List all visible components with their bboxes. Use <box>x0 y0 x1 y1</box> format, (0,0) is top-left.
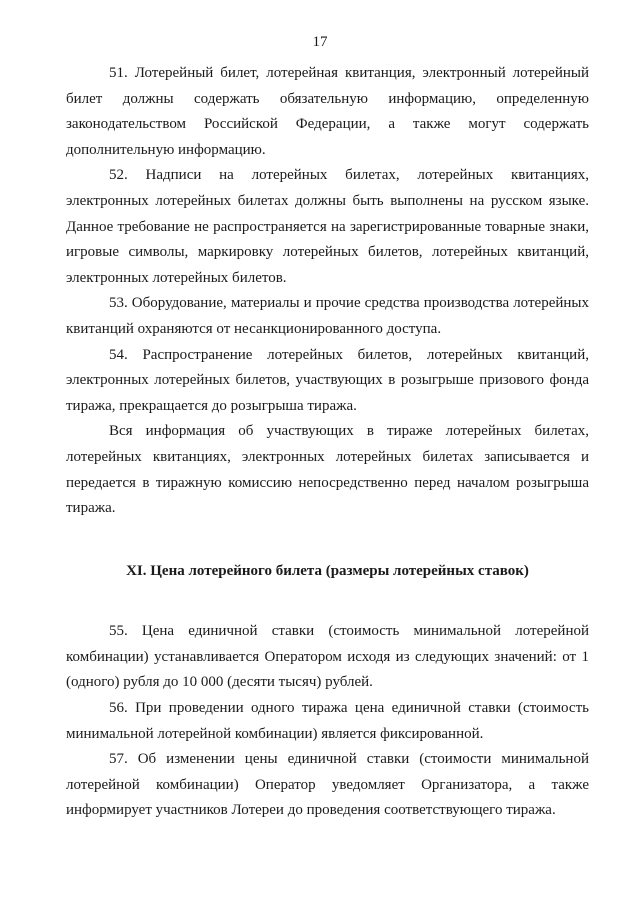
paragraph-56: 56. При проведении одного тиража цена единичной ставки (стоимость минимальной лотерейной комбинации) является фиксированной. <box>66 700 589 742</box>
paragraph-52: 52. Надписи на лотерейных билетах, лотерейных квитанциях, электронных лотерейных билетах должны быть выполнены на русском языке. Данное требование не распространяется на зарегистрированные товарные знаки, игровые символы, маркировку лотерейных билетов, лотерейных квитанций, электронных лотерейных билетов. <box>66 167 589 286</box>
paragraph-55: 55. Цена единичной ставки (стоимость минимальной лотерейной комбинации) устанавливается Оператором исходя из следующих значений: от 1 (одного) рубля до 10 000 (десяти тысяч) рублей. <box>66 623 589 691</box>
paragraph-54-continued: Вся информация об участвующих в тираже лотерейных билетах, лотерейных квитанциях, электронных лотерейных билетах записывается и передается в тиражную комиссию непосредственно перед началом розыгрыша тиража. <box>66 423 589 517</box>
paragraph-53: 53. Оборудование, материалы и прочие средства производства лотерейных квитанций охраняются от несанкционированного доступа. <box>66 295 589 337</box>
page-number: 17 <box>312 34 328 50</box>
paragraph-57: 57. Об изменении цены единичной ставки (стоимости минимальной лотерейной комбинации) Оператор уведомляет Организатора, а также информирует участников Лотереи до проведения соответствующего тиража. <box>66 751 589 819</box>
section-heading: XI. Цена лотерейного билета (размеры лотерейных ставок) <box>126 562 529 579</box>
document-body <box>66 61 589 824</box>
paragraph-51: 51. Лотерейный билет, лотерейная квитанция, электронный лотерейный билет должны содержать обязательную информацию, определенную законодательством Российской Федерации, а также могут содержать дополнительную информацию. <box>66 65 589 158</box>
paragraph-54: 54. Распространение лотерейных билетов, лотерейных квитанций, электронных лотерейных билетов, участвующих в розыгрыше призового фонда тиража, прекращается до розыгрыша тиража. <box>66 346 589 414</box>
